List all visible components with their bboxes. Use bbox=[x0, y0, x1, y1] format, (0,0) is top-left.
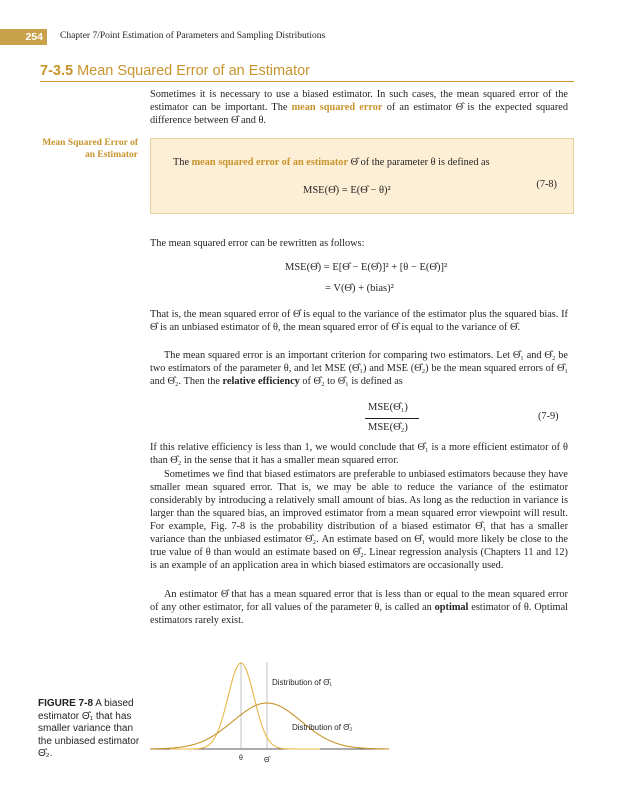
paragraph-3-text: The mean squared error is an important criterion for comparing two estimators. Let Θ̂₁ and Θ̂₂ be two estimators of the parameter θ, and let MSE (Θ̂₁) and MSE (Θ̂₂) be the mean squared errors of Θ̂₁ and Θ̂₂. Then the bbox=[150, 350, 568, 387]
section-number: 7-3.5 bbox=[40, 63, 74, 79]
page-number: 254 bbox=[0, 29, 47, 45]
paragraph-6-text: An estimator Θ̂ that has a mean squared error that is less than or equal to the mean squared error of any other estimator, for all values of the parameter θ, is called an bbox=[150, 589, 568, 613]
definition-lead: The bbox=[173, 157, 190, 168]
paragraph-5: Sometimes we find that biased estimators are preferable to unbiased estimators because they have smaller mean squared error. That is, we may be able to reduce the variance of the estimator considerably by introducing a relatively small amount of bias. As long as the reduction in variance is larger than the squared bias, an improved estimator from a mean squared error viewpoint will result. For example, Fig. 7-8 is the probability distribution of a biased estimator Θ̂₁ that has a smaller variance than the unbiased estimator Θ̂₂. An estimate based on Θ̂₁ would more likely be close to the true value of θ than would an estimate based on Θ̂₂. Linear regression analysis (Chapters 11 and 12) is an example of an application area in which biased estimators are occasionally used. bbox=[150, 469, 568, 571]
equation-number-7-8: (7-8) bbox=[536, 179, 557, 190]
definition-equation: MSE(Θ̂) = E(Θ̂ − θ)² bbox=[303, 185, 391, 196]
paragraph-3-tail: of Θ̂₂ to Θ̂₁ is defined as bbox=[302, 376, 403, 387]
paragraph-6-tail: estimator of θ. Optimal estimators rarely exist. bbox=[150, 602, 568, 626]
rewrite-text: The mean squared error can be rewritten as follows: bbox=[150, 238, 365, 249]
definition-tail: Θ̂ of the parameter θ is defined as bbox=[350, 157, 490, 168]
section-title: Mean Squared Error of an Estimator bbox=[77, 63, 311, 79]
optimal-term: optimal bbox=[434, 602, 469, 613]
section-heading bbox=[40, 63, 310, 79]
figure-caption bbox=[38, 698, 148, 761]
relative-efficiency-term: relative efficiency bbox=[222, 376, 300, 387]
paragraph-6 bbox=[150, 588, 568, 627]
axis-theta-label: θ bbox=[239, 755, 243, 762]
chapter-title: Chapter 7/Point Estimation of Parameters and Sampling Distributions bbox=[60, 31, 326, 41]
figure-7-8 bbox=[150, 650, 390, 770]
equation-number-7-9: (7-9) bbox=[538, 411, 559, 422]
distribution-1-curve bbox=[170, 663, 320, 749]
rewrite-equation-2: = V(Θ̂) + (bias)² bbox=[325, 283, 394, 294]
intro-term: mean squared error bbox=[291, 102, 383, 113]
dist-1-label: Distribution of Θ̂₁ bbox=[272, 678, 333, 687]
rewrite-equation-1: MSE(Θ̂) = E[Θ̂ − E(Θ̂)]² + [θ − E(Θ̂)]² bbox=[285, 262, 448, 273]
ratio-fraction-bar bbox=[365, 418, 419, 419]
ratio-numerator: MSE(Θ̂₁) bbox=[368, 402, 408, 413]
definition-term: mean squared error of an estimator bbox=[191, 157, 349, 168]
dist-2-label: Distribution of Θ̂₂ bbox=[292, 723, 353, 732]
paragraph-4: If this relative efficiency is less than 1, we would conclude that Θ̂₁ is a more efficient estimator of θ than Θ̂₂ in the sense that it has a smaller mean squared error. bbox=[150, 442, 568, 466]
paragraph-2: That is, the mean squared error of Θ̂ is equal to the variance of the estimator plus the squared bias. If Θ̂ is an unbiased estimator of θ, the mean squared error of Θ̂ is equal to the variance of Θ̂. bbox=[150, 309, 568, 333]
ratio-denominator: MSE(Θ̂₂) bbox=[368, 422, 408, 433]
paragraph-3 bbox=[150, 349, 568, 388]
margin-label: Mean Squared Error of an Estimator bbox=[42, 138, 138, 160]
section-rule bbox=[40, 81, 574, 82]
definition-box bbox=[150, 138, 574, 214]
intro-text: Sometimes it is necessary to use a biased estimator. In such cases, the mean squared error of the estimator can be important. The bbox=[150, 89, 568, 113]
definition-text bbox=[173, 157, 490, 168]
intro-paragraph bbox=[150, 88, 568, 127]
figure-caption-text: A biased estimator Θ̂₁ that has smaller variance than the unbiased estimator Θ̂₂. bbox=[38, 698, 140, 759]
intro-tail: of an estimator Θ̂ is the expected squared difference between Θ̂ and θ. bbox=[150, 102, 568, 126]
figure-label: FIGURE 7-8 bbox=[38, 698, 94, 709]
axis-theta-hat-label: Θ̂ bbox=[264, 757, 270, 764]
